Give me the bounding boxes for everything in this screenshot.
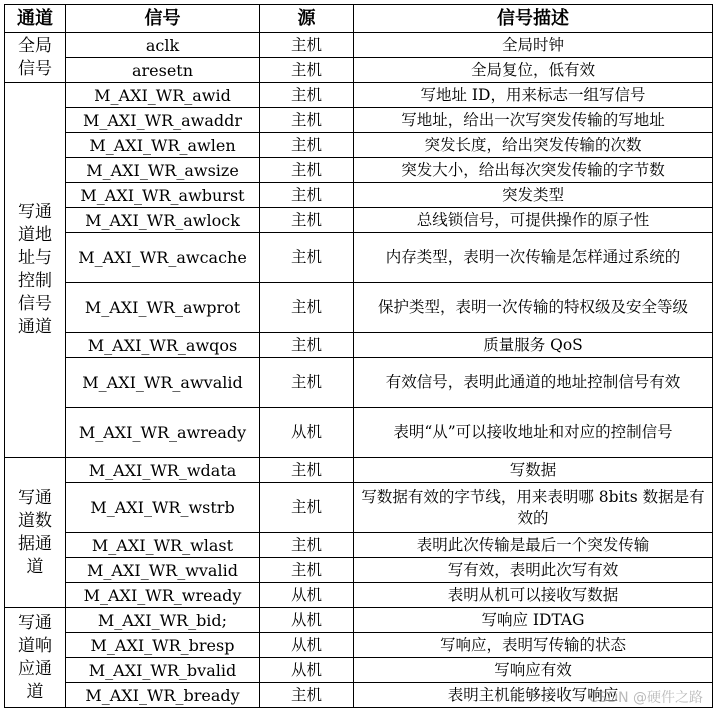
source-cell: 主机 [260, 108, 354, 133]
description-cell: 突发大小，给出每次突发传输的字节数 [354, 158, 713, 183]
signal-cell: M_AXI_WR_awburst [66, 183, 260, 208]
source-cell: 主机 [260, 58, 354, 83]
signal-cell: M_AXI_WR_awid [66, 83, 260, 108]
description-cell: 写地址 ID，用来标志一组写信号 [354, 83, 713, 108]
channel-cell: 写通道响应通道 [5, 608, 66, 708]
signal-cell: M_AXI_WR_awcache [66, 233, 260, 283]
signal-cell: M_AXI_WR_awlock [66, 208, 260, 233]
channel-cell: 写通道数据通道 [5, 458, 66, 608]
header-source: 源 [260, 5, 354, 33]
signal-cell: M_AXI_WR_wready [66, 583, 260, 608]
signal-cell: M_AXI_WR_awlen [66, 133, 260, 158]
table-row [5, 658, 713, 683]
description-cell: 突发长度，给出突发传输的次数 [354, 133, 713, 158]
source-cell: 从机 [260, 408, 354, 458]
source-cell: 主机 [260, 458, 354, 483]
table-row [5, 583, 713, 608]
source-cell: 从机 [260, 608, 354, 633]
source-cell: 主机 [260, 683, 354, 708]
source-cell: 主机 [260, 558, 354, 583]
description-cell: 表明“从”可以接收地址和对应的控制信号 [354, 408, 713, 458]
header-description: 信号描述 [354, 5, 713, 33]
signal-cell: aclk [66, 33, 260, 58]
source-cell: 从机 [260, 658, 354, 683]
signal-cell: M_AXI_WR_awready [66, 408, 260, 458]
table-row [5, 183, 713, 208]
description-cell: 全局复位，低有效 [354, 58, 713, 83]
table-row [5, 283, 713, 333]
description-cell: 突发类型 [354, 183, 713, 208]
channel-cell: 写通道地址与控制信号通道 [5, 83, 66, 458]
description-cell: 全局时钟 [354, 33, 713, 58]
table-row [5, 158, 713, 183]
description-cell: 有效信号，表明此通道的地址控制信号有效 [354, 358, 713, 408]
table-row [5, 633, 713, 658]
description-cell: 写响应有效 [354, 658, 713, 683]
signal-cell: M_AXI_WR_bready [66, 683, 260, 708]
source-cell: 主机 [260, 333, 354, 358]
channel-cell: 全局信号 [5, 33, 66, 83]
description-cell: 写响应，表明写传输的状态 [354, 633, 713, 658]
signal-cell: M_AXI_WR_wlast [66, 533, 260, 558]
description-cell: 表明主机能够接收写响应 [354, 683, 713, 708]
table-row [5, 558, 713, 583]
table-row [5, 108, 713, 133]
table-row [5, 58, 713, 83]
source-cell: 主机 [260, 233, 354, 283]
header-channel: 通道 [5, 5, 66, 33]
table-row [5, 408, 713, 458]
source-cell: 主机 [260, 183, 354, 208]
table-row [5, 233, 713, 283]
source-cell: 主机 [260, 358, 354, 408]
source-cell: 从机 [260, 633, 354, 658]
table-row [5, 333, 713, 358]
signal-cell: M_AXI_WR_wdata [66, 458, 260, 483]
header-signal: 信号 [66, 5, 260, 33]
table-row [5, 533, 713, 558]
table-row [5, 208, 713, 233]
description-cell: 表明此次传输是最后一个突发传输 [354, 533, 713, 558]
signal-cell: M_AXI_WR_awvalid [66, 358, 260, 408]
signal-cell: M_AXI_WR_bresp [66, 633, 260, 658]
table-row [5, 133, 713, 158]
signal-cell: M_AXI_WR_awsize [66, 158, 260, 183]
signal-cell: M_AXI_WR_awprot [66, 283, 260, 333]
description-cell: 写数据 [354, 458, 713, 483]
source-cell: 主机 [260, 283, 354, 333]
description-cell: 写数据有效的字节线，用来表明哪 8bits 数据是有效的 [354, 483, 713, 533]
signal-cell: aresetn [66, 58, 260, 83]
table-row [5, 83, 713, 108]
source-cell: 主机 [260, 483, 354, 533]
source-cell: 主机 [260, 158, 354, 183]
source-cell: 从机 [260, 583, 354, 608]
source-cell: 主机 [260, 533, 354, 558]
table-row [5, 458, 713, 483]
description-cell: 质量服务 QoS [354, 333, 713, 358]
description-cell: 写响应 IDTAG [354, 608, 713, 633]
source-cell: 主机 [260, 133, 354, 158]
table-row [5, 358, 713, 408]
signal-cell: M_AXI_WR_wstrb [66, 483, 260, 533]
description-cell: 内存类型，表明一次传输是怎样通过系统的 [354, 233, 713, 283]
description-cell: 写有效，表明此次写有效 [354, 558, 713, 583]
description-cell: 总线锁信号，可提供操作的原子性 [354, 208, 713, 233]
description-cell: 写地址，给出一次写突发传输的写地址 [354, 108, 713, 133]
table-row [5, 33, 713, 58]
watermark: CSDN @硬件之路 [588, 690, 703, 706]
signal-cell: M_AXI_WR_awaddr [66, 108, 260, 133]
source-cell: 主机 [260, 33, 354, 58]
header-row [5, 5, 713, 33]
signal-table [4, 4, 713, 708]
description-cell: 表明从机可以接收写数据 [354, 583, 713, 608]
signal-cell: M_AXI_WR_wvalid [66, 558, 260, 583]
description-cell: 保护类型，表明一次传输的特权级及安全等级 [354, 283, 713, 333]
source-cell: 主机 [260, 208, 354, 233]
table-row [5, 608, 713, 633]
signal-cell: M_AXI_WR_bid; [66, 608, 260, 633]
signal-cell: M_AXI_WR_awqos [66, 333, 260, 358]
source-cell: 主机 [260, 83, 354, 108]
table-row [5, 483, 713, 533]
signal-cell: M_AXI_WR_bvalid [66, 658, 260, 683]
